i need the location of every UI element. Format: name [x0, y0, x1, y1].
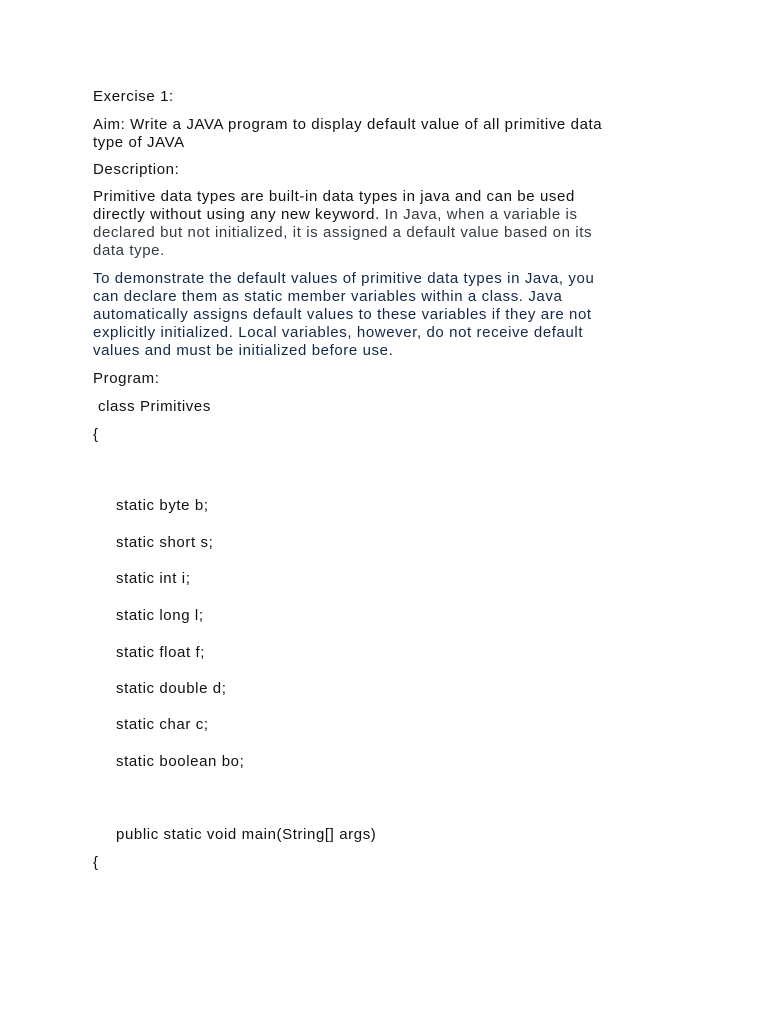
main-open-brace: { [93, 854, 99, 871]
field-float: static float f; [116, 644, 206, 661]
field-boolean: static boolean bo; [116, 753, 245, 770]
aim-line-2: type of JAVA [93, 134, 185, 151]
program-label: Program: [93, 370, 160, 387]
description-p2-line-3: automatically assigns default values to these variables if they are not [93, 306, 592, 323]
class-open-brace: { [93, 426, 99, 443]
class-declaration: class Primitives [98, 398, 211, 415]
exercise-title: Exercise 1: [93, 88, 174, 105]
description-p2-line-1: To demonstrate the default values of primitive data types in Java, you [93, 270, 595, 287]
field-char: static char c; [116, 716, 209, 733]
description-p1-line-3: declared but not initialized, it is assigned a default value based on its [93, 224, 593, 241]
field-long: static long l; [116, 607, 204, 624]
description-p2-line-2: can declare them as static member variables within a class. Java [93, 288, 563, 305]
aim-line-1: Aim: Write a JAVA program to display default value of all primitive data [93, 116, 603, 133]
description-p1-line-2b: In Java, when a variable is [379, 206, 578, 223]
description-p1-line-2a: directly without using any new keyword. [93, 206, 380, 223]
description-p1-line-1: Primitive data types are built-in data types in java and can be used [93, 188, 575, 205]
field-int: static int i; [116, 570, 191, 587]
field-byte: static byte b; [116, 497, 209, 514]
field-short: static short s; [116, 534, 214, 551]
description-label: Description: [93, 161, 180, 178]
field-double: static double d; [116, 680, 227, 697]
description-p2-line-5: values and must be initialized before use. [93, 342, 394, 359]
main-method-declaration: public static void main(String[] args) [116, 826, 377, 843]
description-p1-line-2 [93, 206, 578, 224]
description-p2-line-4: explicitly initialized. Local variables, however, do not receive default [93, 324, 584, 341]
description-p1-line-4: data type. [93, 242, 165, 259]
